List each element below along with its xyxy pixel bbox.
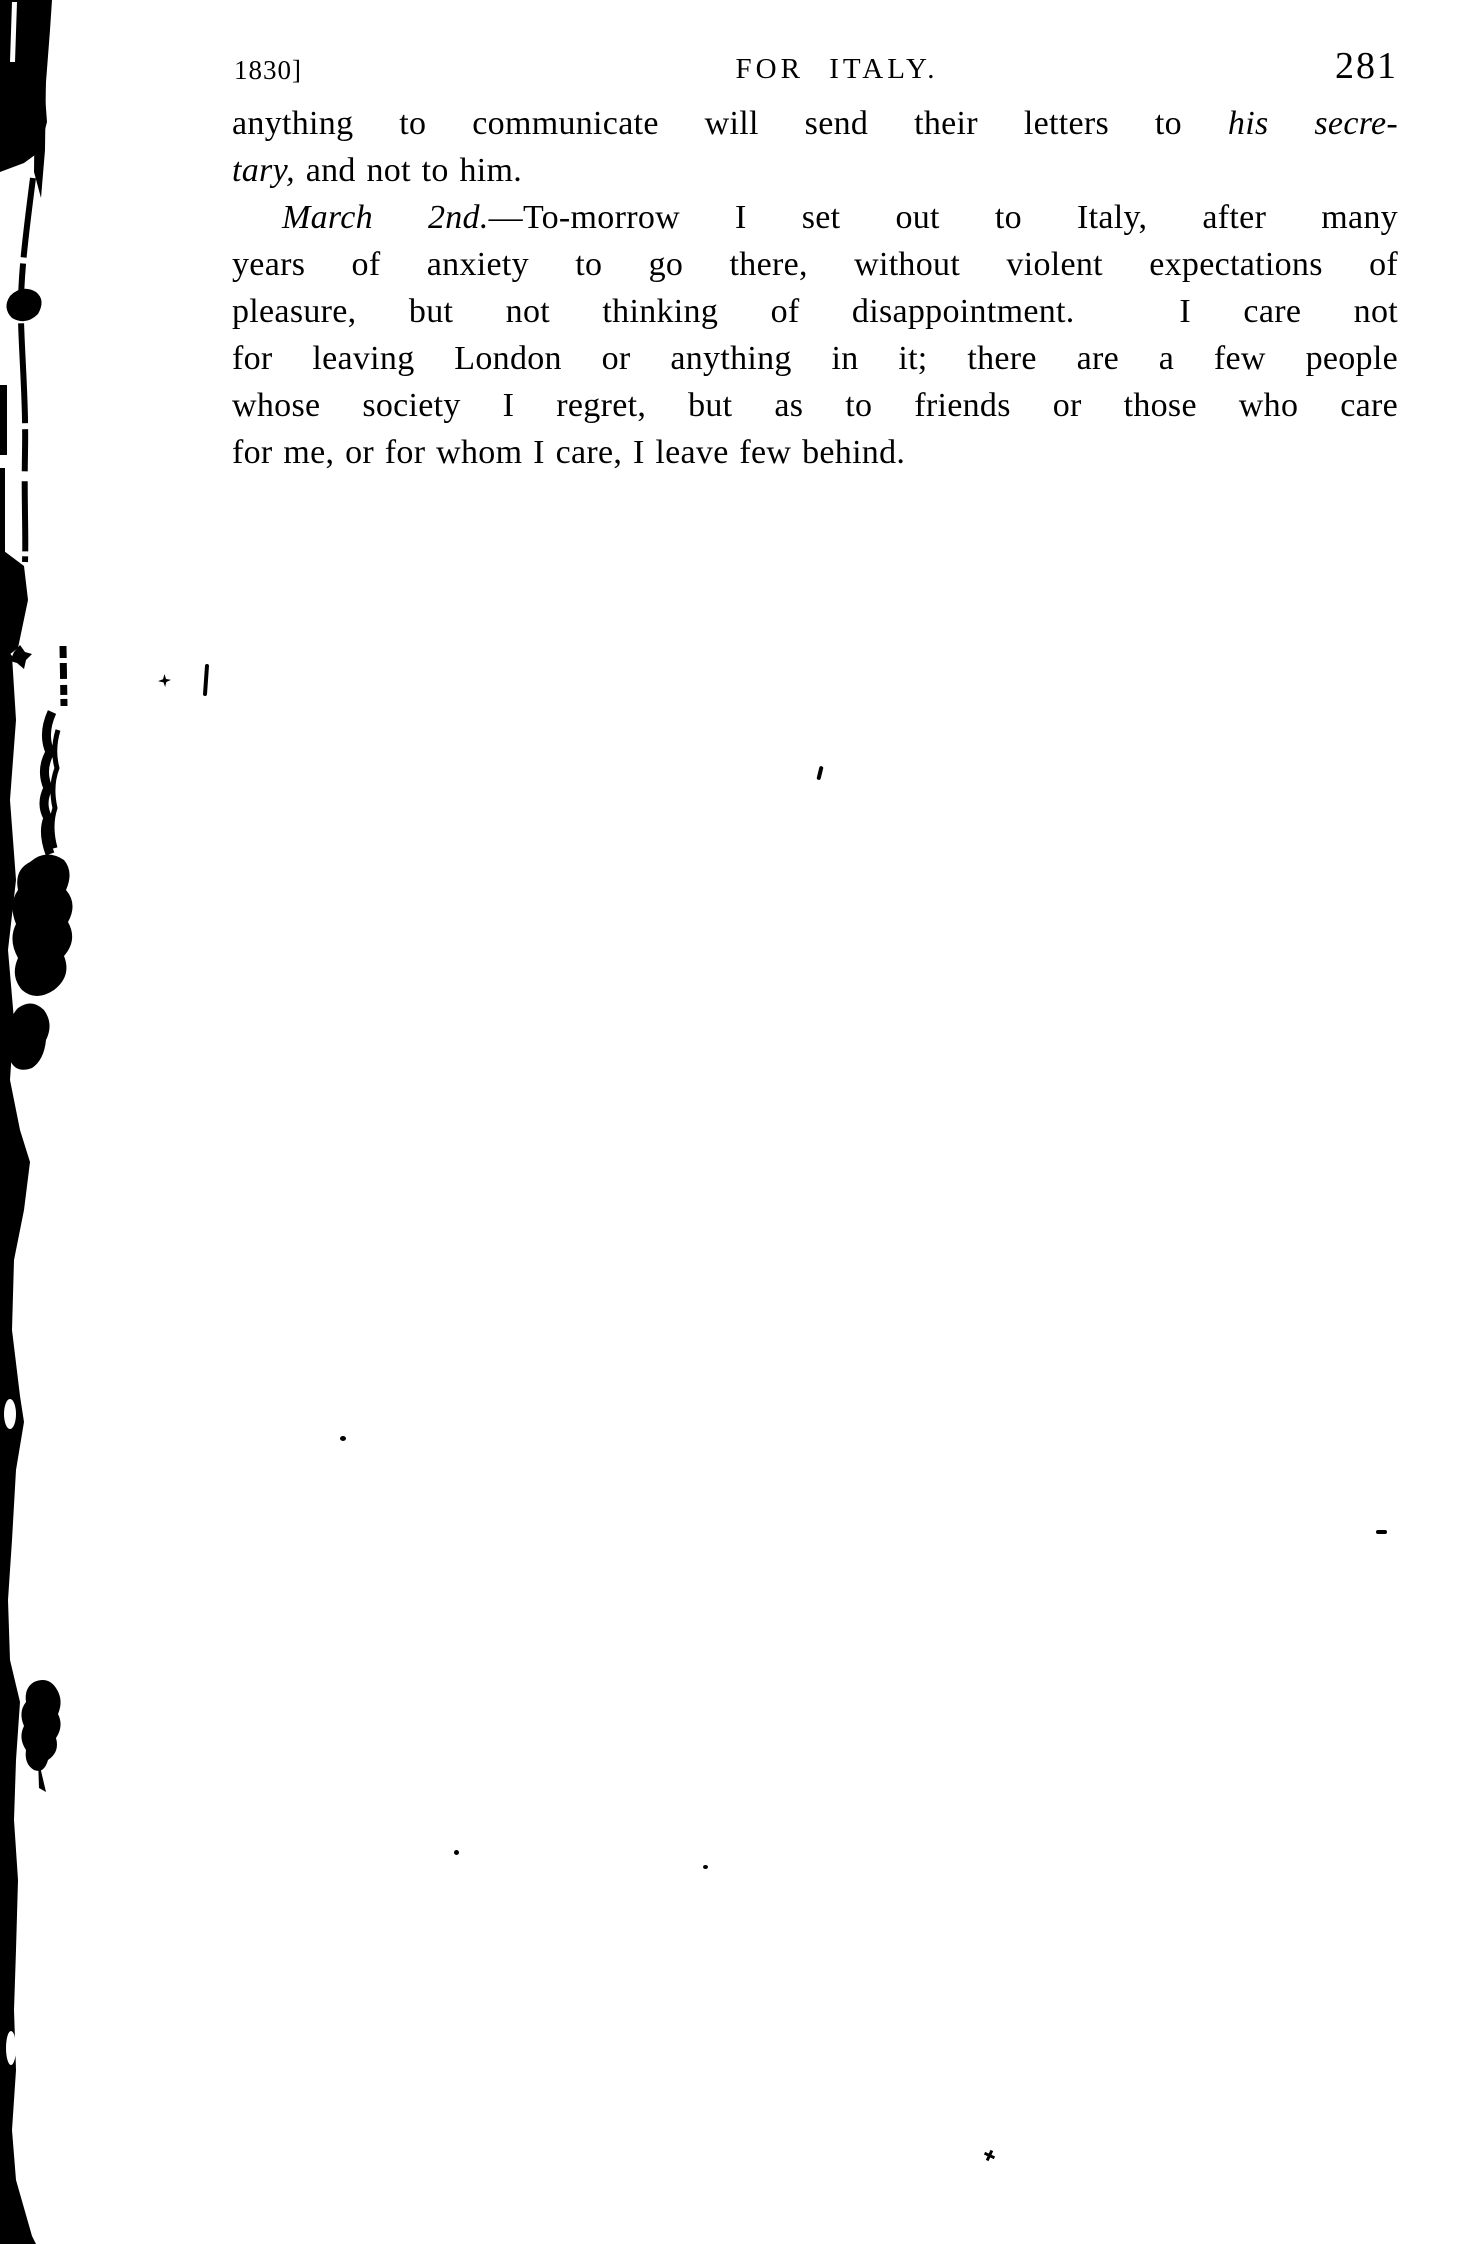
text-line <box>232 241 1398 288</box>
page-header <box>232 36 1398 88</box>
text-line <box>232 100 1398 147</box>
text-line <box>232 429 1398 476</box>
text-line <box>232 335 1398 382</box>
ink-speck <box>340 1436 346 1441</box>
page-number: 281 <box>1335 45 1398 87</box>
text-segment: and not to him. <box>294 152 523 189</box>
text-line <box>232 382 1398 429</box>
year-marker: 1830] <box>234 55 302 85</box>
paragraph <box>232 100 1398 194</box>
text-segment: —To-morrow I set out to Italy, after many <box>488 199 1398 236</box>
ink-speck <box>816 766 823 781</box>
text-line <box>232 147 1398 194</box>
running-title: FOR ITALY. <box>735 53 939 85</box>
ink-speck <box>203 664 209 696</box>
ink-speck <box>1376 1530 1387 1534</box>
text-segment: years of anxiety to go there, without violent expectations of <box>232 246 1398 283</box>
italic-text-segment: March 2nd. <box>282 199 489 236</box>
text-line <box>232 194 1398 241</box>
text-segment: anything to communicate will send their letters to <box>232 105 1228 142</box>
italic-text-segment: tary, <box>232 152 295 189</box>
text-line <box>232 288 1398 335</box>
text-segment: for me, or for whom I care, I leave few behind. <box>232 434 906 471</box>
text-segment: for leaving London or anything in it; there are a few people <box>232 340 1398 377</box>
ink-speck <box>984 2150 995 2161</box>
ink-speck <box>703 1865 708 1869</box>
text-segment: whose society I regret, but as to friends or those who care <box>232 387 1398 424</box>
ink-speck <box>454 1850 459 1855</box>
paragraph <box>232 194 1398 476</box>
italic-text-segment: his secre- <box>1227 105 1399 142</box>
binding-ink-artifact <box>0 0 140 2244</box>
ink-speck <box>158 674 171 687</box>
text-segment: pleasure, but not thinking of disappointment. I care not <box>232 293 1398 330</box>
body-text <box>232 100 1398 476</box>
